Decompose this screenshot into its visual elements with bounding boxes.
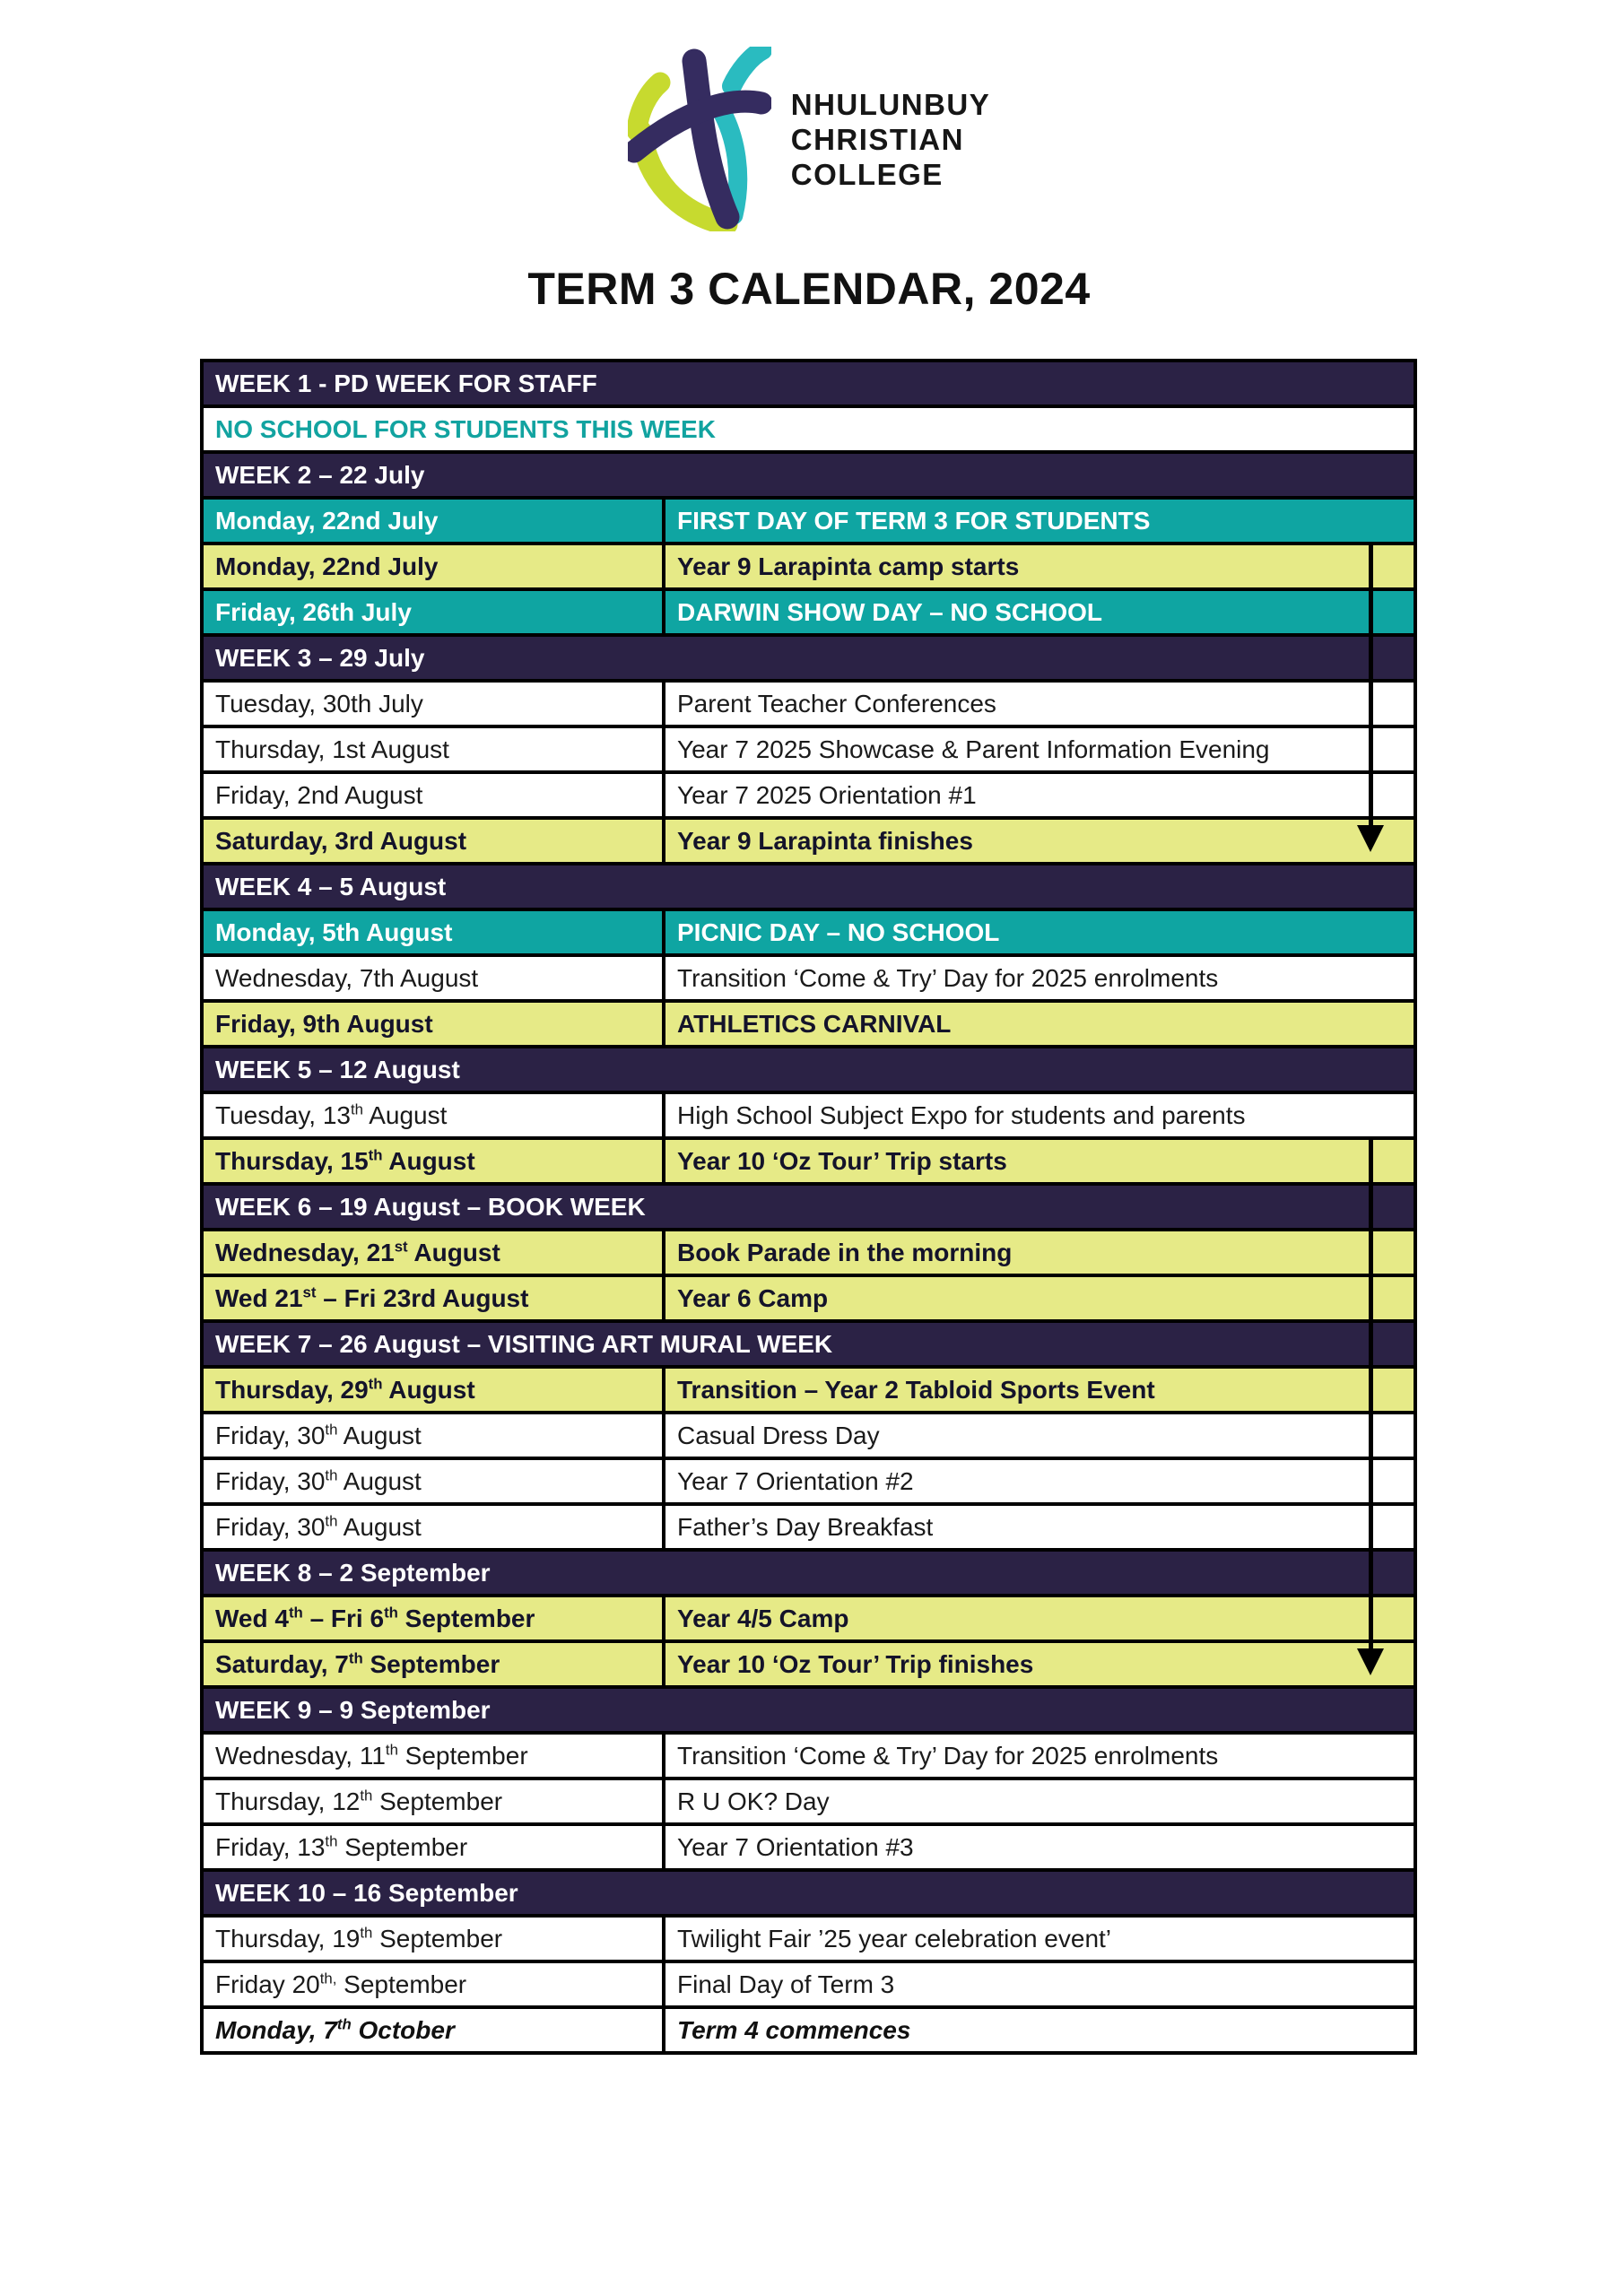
week-header-cell: WEEK 6 – 19 August – BOOK WEEK xyxy=(202,1184,1415,1230)
week-header-row xyxy=(202,361,1415,406)
logo-teal-blade-shape xyxy=(732,50,762,86)
event-row xyxy=(202,909,1415,955)
event-cell: Final Day of Term 3 xyxy=(664,1961,1415,2007)
date-cell: Thursday, 19th September xyxy=(202,1916,664,1961)
event-row xyxy=(202,1641,1415,1687)
ordinal-suffix: th xyxy=(336,2015,352,2033)
event-cell: FIRST DAY OF TERM 3 FOR STUDENTS xyxy=(664,498,1415,544)
college-logo-block xyxy=(0,47,1618,231)
event-cell: High School Subject Expo for students and parents xyxy=(664,1092,1415,1138)
date-cell: Friday, 30th August xyxy=(202,1413,664,1458)
event-row xyxy=(202,1504,1415,1550)
week-header-row xyxy=(202,1870,1415,1916)
week-header-cell: WEEK 2 – 22 July xyxy=(202,452,1415,498)
college-name-line-2: CHRISTIAN xyxy=(790,122,964,156)
event-cell: Year 9 Larapinta finishes xyxy=(664,818,1415,864)
date-cell: Thursday, 12th September xyxy=(202,1779,664,1824)
ordinal-suffix: th xyxy=(360,1924,373,1942)
event-cell: Casual Dress Day xyxy=(664,1413,1415,1458)
event-cell: Year 6 Camp xyxy=(664,1275,1415,1321)
date-cell: Tuesday, 30th July xyxy=(202,681,664,726)
term3-calendar-table xyxy=(200,359,1417,2055)
week-header-cell: WEEK 4 – 5 August xyxy=(202,864,1415,909)
event-cell: Year 10 ‘Oz Tour’ Trip finishes xyxy=(664,1641,1415,1687)
notice-row xyxy=(202,406,1415,452)
week-header-cell: WEEK 5 – 12 August xyxy=(202,1047,1415,1092)
event-cell: Term 4 commences xyxy=(664,2007,1415,2053)
ordinal-suffix: th xyxy=(350,1100,363,1118)
date-cell: Thursday, 1st August xyxy=(202,726,664,772)
calendar-table-body xyxy=(202,361,1415,2053)
ordinal-suffix: th xyxy=(325,1512,338,1530)
college-logo xyxy=(628,47,771,231)
event-cell: Transition – Year 2 Tabloid Sports Event xyxy=(664,1367,1415,1413)
ordinal-suffix: th xyxy=(384,1604,398,1622)
event-cell: Parent Teacher Conferences xyxy=(664,681,1415,726)
date-cell: Friday, 26th July xyxy=(202,589,664,635)
year-10-oz-tour-trip-arrow xyxy=(1369,1139,1373,1652)
week-header-row xyxy=(202,452,1415,498)
ordinal-suffix: st xyxy=(394,1238,408,1256)
event-cell: R U OK? Day xyxy=(664,1779,1415,1824)
week-header-cell: WEEK 3 – 29 July xyxy=(202,635,1415,681)
ordinal-suffix: th xyxy=(325,1466,338,1484)
event-cell: PICNIC DAY – NO SCHOOL xyxy=(664,909,1415,955)
event-row xyxy=(202,1275,1415,1321)
event-row xyxy=(202,1001,1415,1047)
date-cell: Monday, 5th August xyxy=(202,909,664,955)
event-row xyxy=(202,1961,1415,2007)
date-cell: Monday, 22nd July xyxy=(202,544,664,589)
event-cell: ATHLETICS CARNIVAL xyxy=(664,1001,1415,1047)
event-cell: Year 4/5 Camp xyxy=(664,1596,1415,1641)
event-row xyxy=(202,1733,1415,1779)
event-row xyxy=(202,1458,1415,1504)
week-header-cell: WEEK 1 - PD WEEK FOR STAFF xyxy=(202,361,1415,406)
ordinal-suffix: th xyxy=(325,1421,338,1439)
event-row xyxy=(202,1092,1415,1138)
date-cell: Thursday, 15th August xyxy=(202,1138,664,1184)
date-cell: Friday $20^{th,}$ September xyxy=(202,1961,664,2007)
event-row xyxy=(202,772,1415,818)
date-cell: Friday, 9th August xyxy=(202,1001,664,1047)
event-row xyxy=(202,1779,1415,1824)
week-header-row xyxy=(202,1550,1415,1596)
event-cell: Father’s Day Breakfast xyxy=(664,1504,1415,1550)
date-cell: Monday, 7th October xyxy=(202,2007,664,2053)
event-cell: Year 7 Orientation #3 xyxy=(664,1824,1415,1870)
event-row xyxy=(202,1916,1415,1961)
event-row xyxy=(202,818,1415,864)
ordinal-suffix: th xyxy=(348,1649,363,1667)
notice-cell: NO SCHOOL FOR STUDENTS THIS WEEK xyxy=(202,406,1415,452)
week-header-row xyxy=(202,1047,1415,1092)
date-cell: Wednesday, 7th August xyxy=(202,955,664,1001)
date-cell: Friday, 2nd August xyxy=(202,772,664,818)
event-cell: Transition ‘Come & Try’ Day for 2025 enrolments xyxy=(664,955,1415,1001)
college-name xyxy=(791,87,991,192)
event-row xyxy=(202,1413,1415,1458)
arrow-down-head-icon xyxy=(1357,825,1384,852)
week-header-row xyxy=(202,1184,1415,1230)
event-cell: Year 9 Larapinta camp starts xyxy=(664,544,1415,589)
ordinal-suffix: th xyxy=(368,1375,383,1393)
calendar-table-wrap xyxy=(200,359,1417,2055)
date-cell: Tuesday, 13th August xyxy=(202,1092,664,1138)
event-cell: Book Parade in the morning xyxy=(664,1230,1415,1275)
event-row xyxy=(202,1824,1415,1870)
college-name-line-1: NHULUNBUY xyxy=(790,87,991,121)
week-header-row xyxy=(202,864,1415,909)
event-row xyxy=(202,955,1415,1001)
event-cell: Year 7 2025 Showcase & Parent Information Evening xyxy=(664,726,1415,772)
event-cell: Year 10 ‘Oz Tour’ Trip starts xyxy=(664,1138,1415,1184)
ordinal-suffix: th xyxy=(325,1832,338,1850)
week-header-cell: WEEK 7 – 26 August – VISITING ART MURAL WEEK xyxy=(202,1321,1415,1367)
event-row xyxy=(202,498,1415,544)
event-row xyxy=(202,1367,1415,1413)
week-header-row xyxy=(202,1321,1415,1367)
ordinal-suffix: th, xyxy=(319,1970,337,1987)
date-cell: Saturday, 3rd August xyxy=(202,818,664,864)
date-cell: Thursday, 29th August xyxy=(202,1367,664,1413)
event-row xyxy=(202,726,1415,772)
ordinal-suffix: th xyxy=(288,1604,303,1622)
ordinal-suffix: th xyxy=(360,1787,373,1805)
date-cell: Friday, 13th September xyxy=(202,1824,664,1870)
date-cell: Wed 21st – Fri 23rd August xyxy=(202,1275,664,1321)
ordinal-suffix: st xyxy=(302,1283,317,1301)
event-row xyxy=(202,589,1415,635)
date-cell: Wed 4th – Fri 6th September xyxy=(202,1596,664,1641)
date-cell: Wednesday, 21st August xyxy=(202,1230,664,1275)
event-row xyxy=(202,681,1415,726)
date-cell: Monday, 22nd July xyxy=(202,498,664,544)
ordinal-suffix: th xyxy=(368,1146,383,1164)
college-name-line-3: COLLEGE xyxy=(790,157,944,191)
ordinal-suffix: th xyxy=(385,1741,398,1759)
event-row xyxy=(202,1230,1415,1275)
event-cell: Transition ‘Come & Try’ Day for 2025 enrolments xyxy=(664,1733,1415,1779)
week-header-row xyxy=(202,635,1415,681)
page-title: TERM 3 CALENDAR, 2024 xyxy=(527,264,1091,314)
week-header-cell: WEEK 9 – 9 September xyxy=(202,1687,1415,1733)
week-header-row xyxy=(202,1687,1415,1733)
event-cell: DARWIN SHOW DAY – NO SCHOOL xyxy=(664,589,1415,635)
event-row xyxy=(202,1138,1415,1184)
date-cell: Friday, 30th August xyxy=(202,1458,664,1504)
week-header-cell: WEEK 10 – 16 September xyxy=(202,1870,1415,1916)
date-cell: Wednesday, 11th September xyxy=(202,1733,664,1779)
event-row xyxy=(202,2007,1415,2053)
date-cell: Friday, 30th August xyxy=(202,1504,664,1550)
event-cell: Year 7 Orientation #2 xyxy=(664,1458,1415,1504)
event-cell: Twilight Fair ’25 year celebration event’ xyxy=(664,1916,1415,1961)
event-cell: Year 7 2025 Orientation #1 xyxy=(664,772,1415,818)
arrow-down-head-icon xyxy=(1357,1648,1384,1675)
event-row xyxy=(202,544,1415,589)
week-header-cell: WEEK 8 – 2 September xyxy=(202,1550,1415,1596)
event-row xyxy=(202,1596,1415,1641)
year-9-larapinta-camp-arrow xyxy=(1369,544,1373,829)
date-cell: Saturday, 7th September xyxy=(202,1641,664,1687)
